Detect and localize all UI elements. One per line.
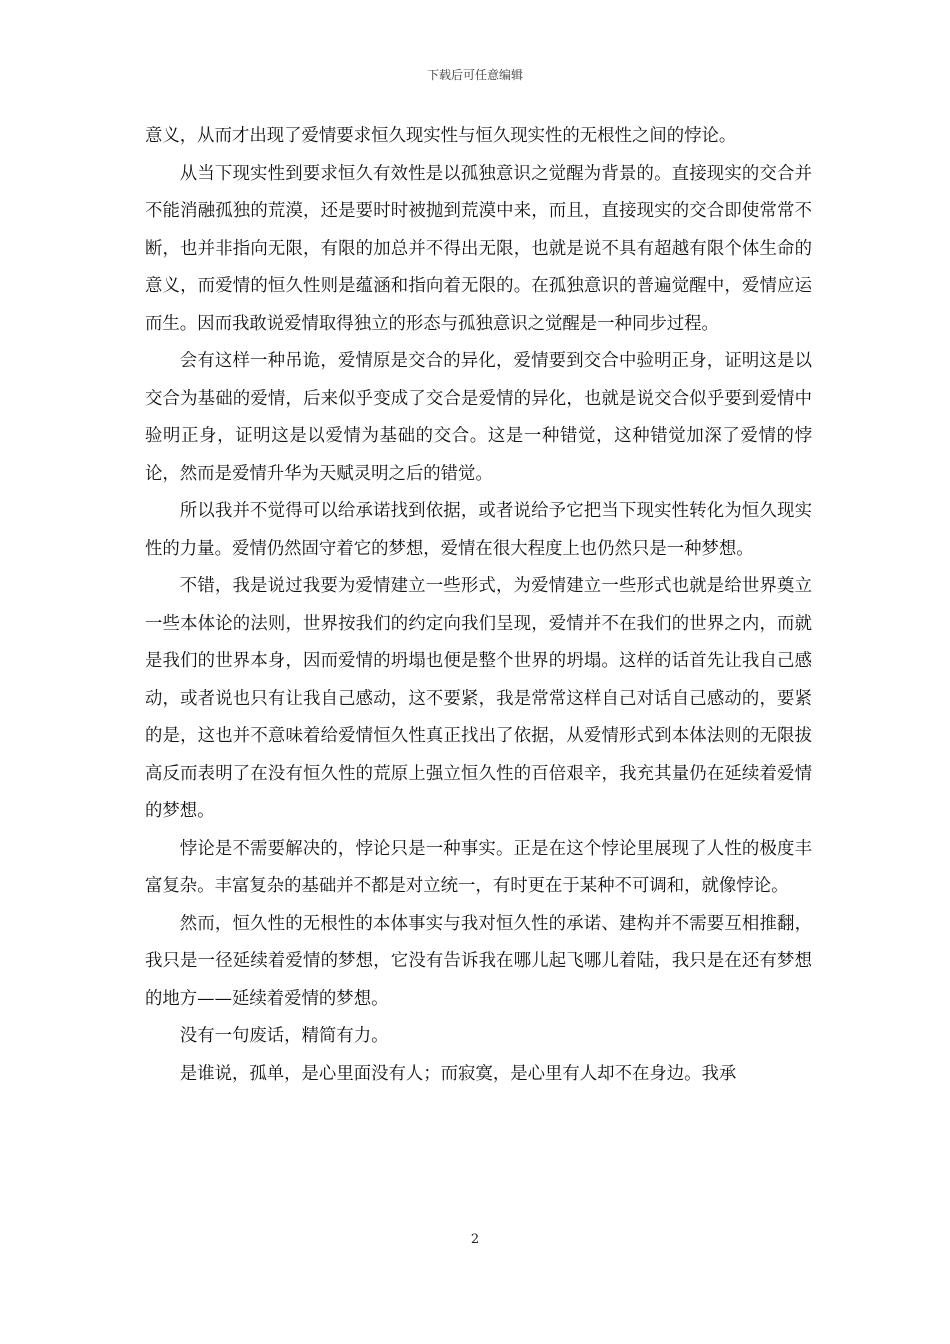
body-text (145, 118, 812, 1093)
paragraph-9: 是谁说，孤单，是心里面没有人；而寂寞，是心里有人却不在身边。我承 (179, 1063, 737, 1084)
paragraph-8: 没有一句废话，精简有力。 (179, 1026, 389, 1046)
paragraph-4: 所以我并不觉得可以给承诺找到依据，或者说给予它把当下现实性转化为恒久现实性的力量。爱情仍然固守着它的梦想，爱情在很大程度上也仍然只是一种梦想。 (145, 501, 812, 559)
page-header: 下载后可任意编辑 (426, 68, 523, 82)
paragraph-1: 意义，从而才出现了爱情要求恒久现实性与恒久现实性的无根性之间的悖论。 (145, 126, 737, 146)
paragraph-2: 从当下现实性到要求恒久有效性是以孤独意识之觉醒为背景的。直接现实的交合并不能消融孤独的荒漠，还是要时时被抛到荒漠中来，而且，直接现实的交合即使常常不断，也并非指向无限，有限的加总并不得出无限，也就是说不具有超越有限个体生命的意义，而爱情的恒久性则是蕴涵和指向着无限的。在孤独意识的普遍觉醒中，爱情应运而生。因而我敢说爱情取得独立的形态与孤独意识之觉醒是一种同步过程。 (145, 163, 812, 334)
paragraph-5: 不错，我是说过我要为爱情建立一些形式，为爱情建立一些形式也就是给世界奠立一些本体论的法则，世界按我们的约定向我们呈现，爱情并不在我们的世界之内，而就是我们的世界本身，因而爱情的坍塌也便是整个世界的坍塌。这样的话首先让我自己感动，或者说也只有让我自己感动，这不要紧，我是常常这样自己对话自己感动的，要紧的是，这也并不意味着给爱情恒久性真正找出了依据，从爱情形式到本体法则的无限拔高反而表明了在没有恒久性的荒原上强立恒久性的百倍艰辛，我充其量仍在延续着爱情的梦想。 (145, 576, 812, 821)
paragraph-6: 悖论是不需要解决的，悖论只是一种事实。正是在这个悖论里展现了人性的极度丰富复杂。丰富复杂的基础并不都是对立统一，有时更在于某种不可调和，就像悖论。 (145, 838, 812, 896)
page-number: 2 (470, 1232, 480, 1247)
paragraph-3: 会有这样一种吊诡，爱情原是交合的异化，爱情要到交合中验明正身，证明这是以交合为基础的爱情，后来似乎变成了交合是爱情的异化，也就是说交合似乎要到爱情中验明正身，证明这是以爱情为基础的交合。这是一种错觉，这种错觉加深了爱情的悖论，然而是爱情升华为天赋灵明之后的错觉。 (145, 351, 812, 484)
paragraph-7: 然而，恒久性的无根性的本体事实与我对恒久性的承诺、建构并不需要互相推翻，我只是一径延续着爱情的梦想，它没有告诉我在哪儿起飞哪儿着陆，我只是在还有梦想的地方——延续着爱情的梦想。 (145, 913, 812, 1009)
